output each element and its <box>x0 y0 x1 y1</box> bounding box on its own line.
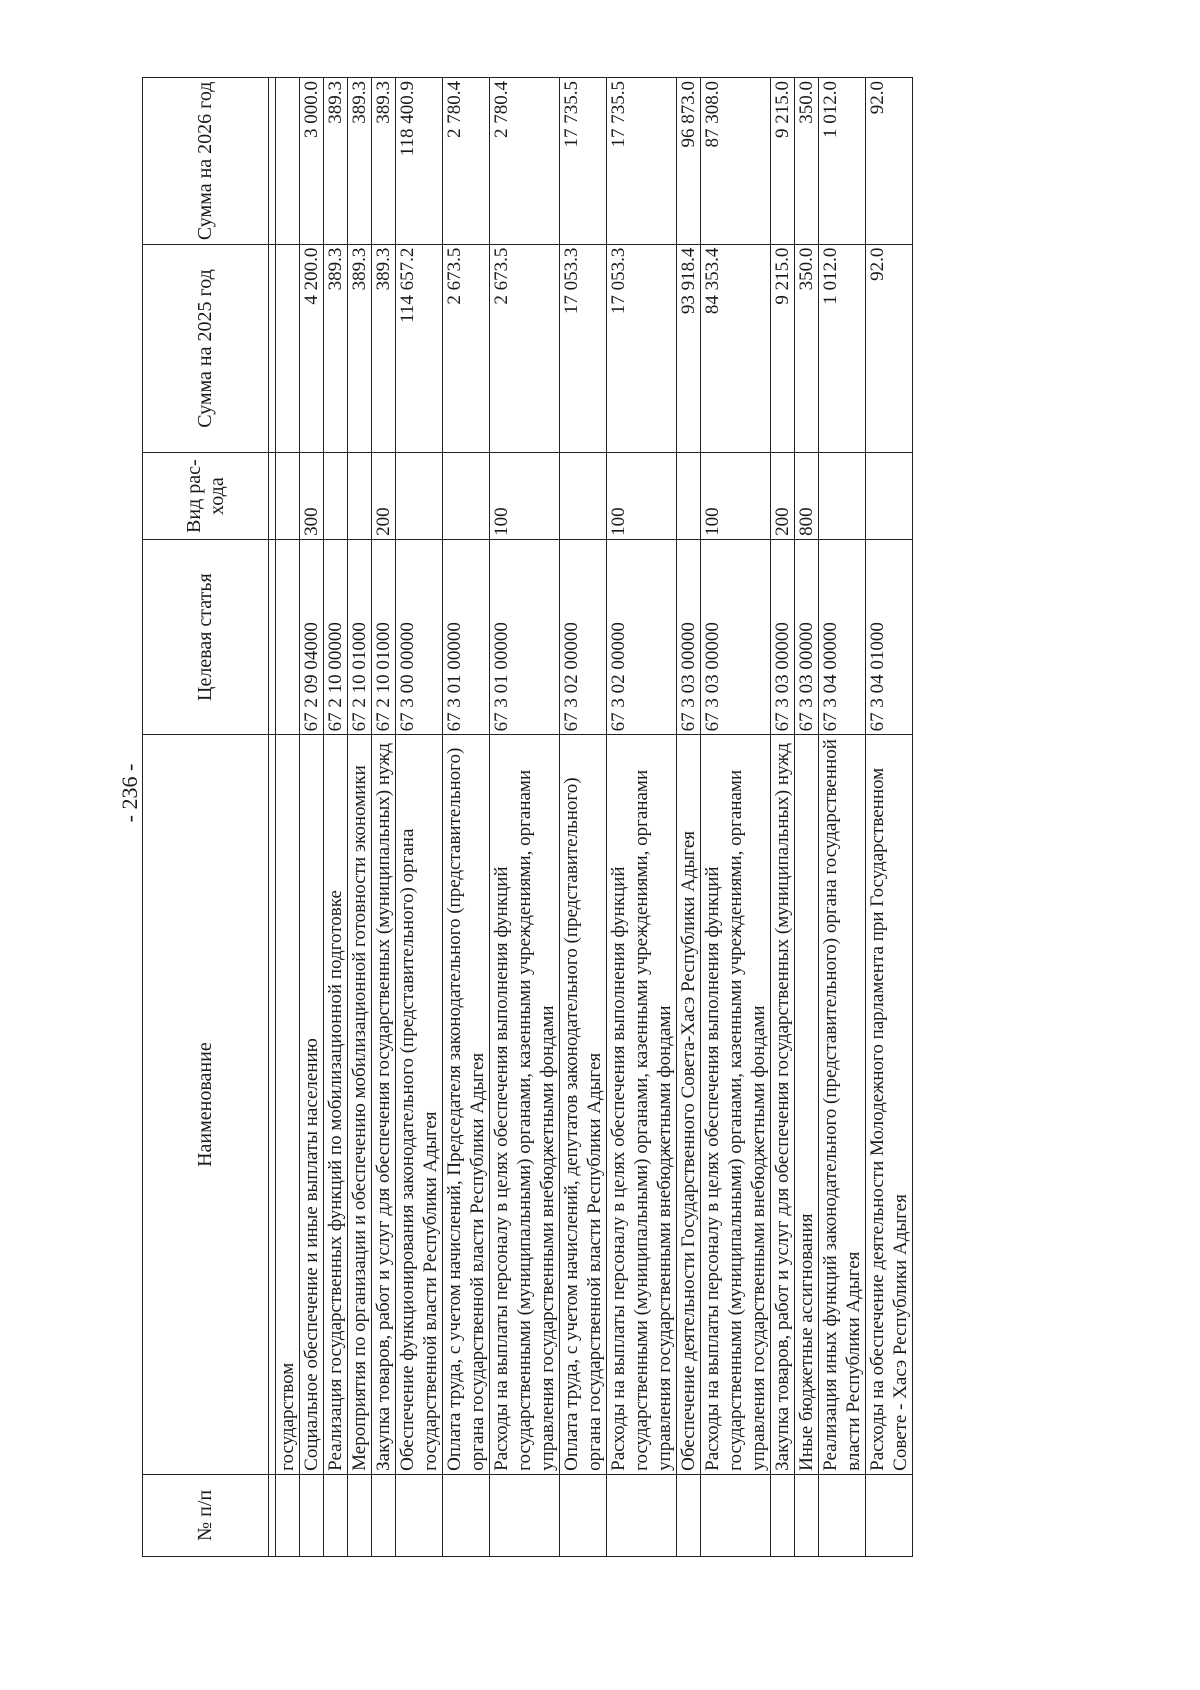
table-row <box>771 78 795 1557</box>
cell-name: Реализация государственных функций по мобилизационной подготовке <box>324 735 348 1475</box>
table-row <box>607 78 677 1557</box>
cell-kind: 300 <box>300 453 324 540</box>
cell-num <box>443 1474 490 1556</box>
cell-target: 67 3 01 00000 <box>443 539 490 734</box>
cell-sum2026: 118 400.9 <box>396 78 443 245</box>
cell-sum2025: 389.3 <box>372 244 396 453</box>
cell-sum2026: 96 873.0 <box>677 78 701 245</box>
table-row <box>324 78 348 1557</box>
cell-name: Оплата труда, с учетом начислений, депутатов законодательного (представительного) органа государственной власти Республики Адыгея <box>560 735 607 1475</box>
cell-sum2026: 9 215.0 <box>771 78 795 245</box>
cell-kind: 200 <box>372 453 396 540</box>
cell-target: 67 3 03 00000 <box>701 539 771 734</box>
cell-sum2025: 4 200.0 <box>300 244 324 453</box>
col-header-num: № п/п <box>143 1474 269 1556</box>
cell-kind <box>348 453 372 540</box>
cell-name: Оплата труда, с учетом начислений, Председателя законодательного (представительного) органа государственной власти Республики Адыгея <box>443 735 490 1475</box>
table-row <box>300 78 324 1557</box>
cell-sum2025: 17 053.3 <box>607 244 677 453</box>
table-row <box>348 78 372 1557</box>
cell-kind <box>396 453 443 540</box>
cell-target <box>276 539 300 734</box>
table-body <box>276 78 913 1557</box>
budget-table-container <box>142 77 1042 1557</box>
cell-target: 67 2 10 01000 <box>348 539 372 734</box>
cell-num <box>324 1474 348 1556</box>
cell-kind <box>443 453 490 540</box>
cell-kind <box>866 453 913 540</box>
cell-name: Расходы на обеспечение деятельности Молодежного парламента при Государственном Совете - Хасэ Республики Адыгея <box>866 735 913 1475</box>
table-row <box>795 78 819 1557</box>
cell-name: Обеспечение деятельности Государственного Совета-Хасэ Республики Адыгея <box>677 735 701 1475</box>
cell-target: 67 3 03 00000 <box>771 539 795 734</box>
cell-kind <box>324 453 348 540</box>
table-row <box>372 78 396 1557</box>
cell-target: 67 3 04 00000 <box>819 539 866 734</box>
table-row <box>396 78 443 1557</box>
cell-sum2026 <box>276 78 300 245</box>
table-spacer-row <box>269 78 276 1557</box>
col-header-name: Наименование <box>143 735 269 1475</box>
cell-name: государством <box>276 735 300 1475</box>
table-row <box>701 78 771 1557</box>
cell-sum2026: 350.0 <box>795 78 819 245</box>
cell-num <box>607 1474 677 1556</box>
cell-sum2025: 2 673.5 <box>490 244 560 453</box>
col-header-target: Целевая статья <box>143 539 269 734</box>
cell-sum2026: 389.3 <box>324 78 348 245</box>
cell-sum2025: 350.0 <box>795 244 819 453</box>
cell-name: Закупка товаров, работ и услуг для обеспечения государственных (муниципальных) нужд <box>771 735 795 1475</box>
cell-kind: 800 <box>795 453 819 540</box>
cell-sum2025: 9 215.0 <box>771 244 795 453</box>
cell-target: 67 2 10 00000 <box>324 539 348 734</box>
cell-name: Обеспечение функционирования законодательного (представительного) органа государственной власти Республики Адыгея <box>396 735 443 1475</box>
cell-sum2026: 3 000.0 <box>300 78 324 245</box>
col-header-sum2025: Сумма на 2025 год <box>143 244 269 453</box>
cell-name: Расходы на выплаты персоналу в целях обеспечения выполнения функций государственными (муниципальными) органами, казенными учреждениями, органами управления государственными внебюджетными фондами <box>607 735 677 1475</box>
cell-sum2026: 2 780.4 <box>490 78 560 245</box>
cell-target: 67 3 00 00000 <box>396 539 443 734</box>
cell-target: 67 3 02 00000 <box>560 539 607 734</box>
cell-target: 67 3 04 01000 <box>866 539 913 734</box>
cell-num <box>276 1474 300 1556</box>
cell-kind: 100 <box>701 453 771 540</box>
cell-kind: 200 <box>771 453 795 540</box>
cell-kind <box>276 453 300 540</box>
cell-target: 67 2 09 04000 <box>300 539 324 734</box>
table-row <box>560 78 607 1557</box>
cell-sum2026: 17 735.5 <box>607 78 677 245</box>
table-row <box>276 78 300 1557</box>
table-row <box>490 78 560 1557</box>
cell-num <box>795 1474 819 1556</box>
cell-name: Социальное обеспечение и иные выплаты населению <box>300 735 324 1475</box>
cell-target: 67 3 03 00000 <box>795 539 819 734</box>
col-header-kind: Вид рас-хода <box>143 453 269 540</box>
cell-sum2025 <box>276 244 300 453</box>
cell-name: Реализация иных функций законодательного (представительного) органа государственной власти Республики Адыгея <box>819 735 866 1475</box>
cell-sum2025: 92.0 <box>866 244 913 453</box>
cell-sum2025: 389.3 <box>324 244 348 453</box>
page-number: - 236 - <box>117 763 142 823</box>
budget-table <box>142 77 913 1557</box>
cell-sum2025: 114 657.2 <box>396 244 443 453</box>
cell-kind <box>819 453 866 540</box>
cell-name: Мероприятия по организации и обеспечению мобилизационной готовности экономики <box>348 735 372 1475</box>
cell-sum2026: 389.3 <box>372 78 396 245</box>
cell-name: Расходы на выплаты персоналу в целях обеспечения выполнения функций государственными (муниципальными) органами, казенными учреждениями, органами управления государственными внебюджетными фондами <box>490 735 560 1475</box>
cell-sum2026: 17 735.5 <box>560 78 607 245</box>
cell-kind <box>677 453 701 540</box>
cell-num <box>866 1474 913 1556</box>
cell-name: Закупка товаров, работ и услуг для обеспечения государственных (муниципальных) нужд <box>372 735 396 1475</box>
table-row <box>819 78 866 1557</box>
cell-sum2026: 389.3 <box>348 78 372 245</box>
cell-sum2025: 93 918.4 <box>677 244 701 453</box>
cell-num <box>560 1474 607 1556</box>
table-row <box>443 78 490 1557</box>
cell-num <box>819 1474 866 1556</box>
table-row <box>677 78 701 1557</box>
cell-target: 67 2 10 01000 <box>372 539 396 734</box>
cell-sum2025: 17 053.3 <box>560 244 607 453</box>
table-header-row <box>143 78 269 1557</box>
cell-kind <box>560 453 607 540</box>
cell-sum2025: 389.3 <box>348 244 372 453</box>
cell-num <box>300 1474 324 1556</box>
cell-kind: 100 <box>490 453 560 540</box>
col-header-sum2026: Сумма на 2026 год <box>143 78 269 245</box>
cell-name: Иные бюджетные ассигнования <box>795 735 819 1475</box>
cell-sum2026: 1 012.0 <box>819 78 866 245</box>
cell-target: 67 3 02 00000 <box>607 539 677 734</box>
cell-sum2025: 2 673.5 <box>443 244 490 453</box>
table-row <box>866 78 913 1557</box>
cell-num <box>677 1474 701 1556</box>
cell-sum2025: 84 353.4 <box>701 244 771 453</box>
cell-sum2026: 87 308.0 <box>701 78 771 245</box>
cell-num <box>372 1474 396 1556</box>
cell-num <box>701 1474 771 1556</box>
cell-num <box>396 1474 443 1556</box>
cell-name: Расходы на выплаты персоналу в целях обеспечения выполнения функций государственными (муниципальными) органами, казенными учреждениями, органами управления государственными внебюджетными фондами <box>701 735 771 1475</box>
cell-target: 67 3 03 00000 <box>677 539 701 734</box>
cell-sum2026: 2 780.4 <box>443 78 490 245</box>
cell-num <box>771 1474 795 1556</box>
cell-num <box>490 1474 560 1556</box>
cell-target: 67 3 01 00000 <box>490 539 560 734</box>
cell-sum2025: 1 012.0 <box>819 244 866 453</box>
cell-sum2026: 92.0 <box>866 78 913 245</box>
cell-kind: 100 <box>607 453 677 540</box>
cell-num <box>348 1474 372 1556</box>
